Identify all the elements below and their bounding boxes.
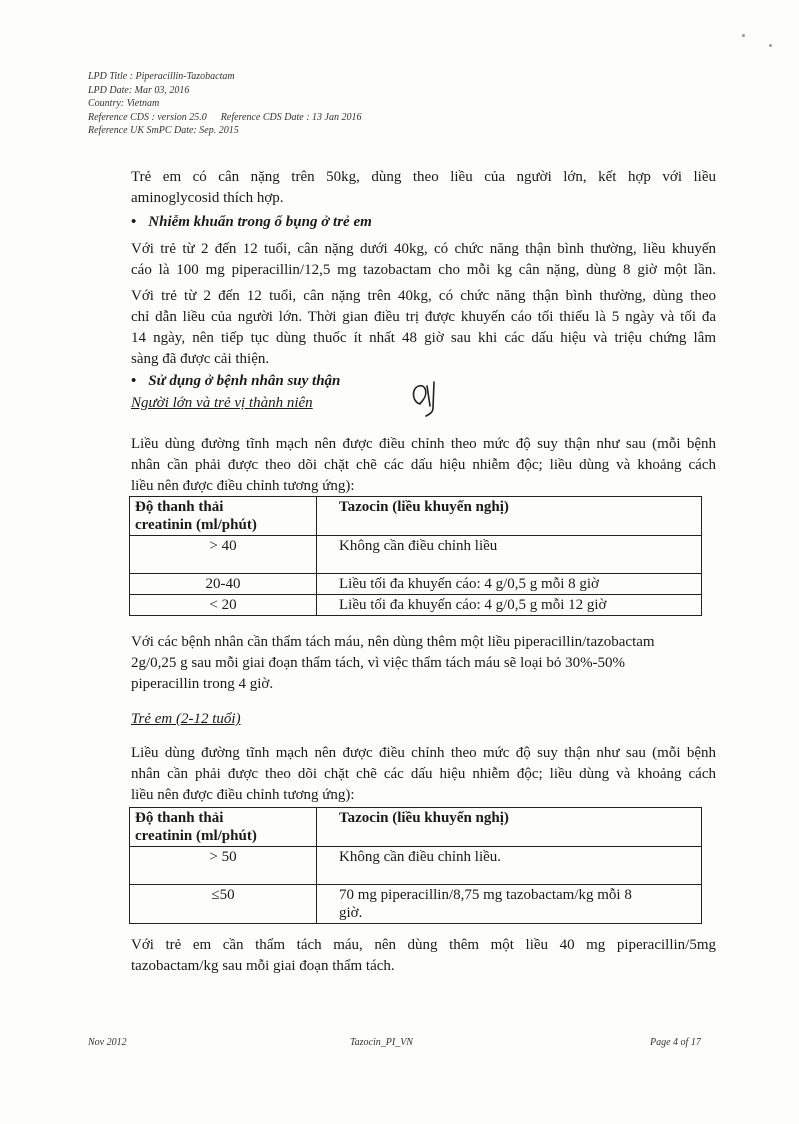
country: Country: Vietnam [88, 98, 160, 109]
paragraph-under-40kg-line1: Với trẻ từ 2 đến 12 tuổi, cân nặng dưới 40kg, có chức năng thận bình thường, liều khuyến [131, 241, 716, 257]
paragraph-adult-dialysis-line1: Với các bệnh nhân cần thẩm tách máu, nên dùng thêm một liều piperacillin/tazobactam [131, 634, 655, 650]
paragraph-under-40kg-line2: cáo là 100 mg piperacillin/12,5 mg tazobactam cho mỗi kg cân nặng, dùng 8 giờ một lần. [131, 262, 716, 278]
dose-cell: Liều tối đa khuyến cáo: 4 g/0,5 g mỗi 12 giờ [317, 595, 702, 616]
table-header-row [130, 497, 702, 536]
reference-cds-line [88, 111, 361, 125]
child-renal-dosing-table [129, 807, 702, 924]
paragraph-adult-renal-line2: nhân cần phải được theo dõi chặt chẽ các dấu hiệu nhiễm độc; liều dùng và khoảng cách [131, 457, 716, 473]
crcl-cell: > 50 [130, 847, 317, 885]
paragraph-over-40kg-line1: Với trẻ từ 2 đến 12 tuổi, cân nặng trên 40kg, có chức năng thận bình thường, dùng theo [131, 288, 716, 304]
reference-cds: Reference CDS : version 25.0 [88, 111, 207, 123]
dose-cell: Không cần điều chỉnh liều [317, 536, 702, 574]
bullet-heading-intra-abdominal: • Nhiễm khuẩn trong ổ bụng ở trẻ em [131, 214, 372, 230]
subheading-children-2-12: Trẻ em (2-12 tuổi) [131, 711, 241, 727]
paragraph-adult-dialysis-line2: 2g/0,25 g sau mỗi giai đoạn thẩm tách, vì việc thẩm tách máu sẽ loại bỏ 30%-50% [131, 655, 626, 671]
paragraph-adult-renal-line3: liều nên được điều chỉnh tương ứng): [131, 478, 355, 494]
paragraph-child-renal-line2: nhân cần phải được theo dõi chặt chẽ các dấu hiệu nhiễm độc; liều dùng và khoảng cách [131, 766, 716, 782]
crcl-cell: 20-40 [130, 574, 317, 595]
table-row [130, 574, 702, 595]
reference-cds-date: Reference CDS Date : 13 Jan 2016 [220, 111, 362, 123]
paragraph-child-over-50kg-line2: aminoglycosid thích hợp. [131, 190, 284, 206]
paragraph-adult-dialysis-line3: piperacillin trong 4 giờ. [131, 676, 274, 692]
bullet-icon: • [131, 373, 137, 389]
header-tazocin-dose: Tazocin (liều khuyến nghị) [317, 497, 702, 536]
paragraph-over-40kg-line2: chỉ dẫn liều của người lớn. Thời gian điều trị được khuyến cáo tối thiểu là 5 ngày và tối đa [131, 309, 716, 325]
table-row [130, 536, 702, 574]
crcl-cell: ≤50 [130, 885, 317, 924]
scan-speck [742, 34, 745, 37]
table-header-row [130, 808, 702, 847]
table-row [130, 595, 702, 616]
paragraph-child-dialysis-line2: tazobactam/kg sau mỗi giai đoạn thẩm tách. [131, 958, 395, 974]
dose-cell: 70 mg piperacillin/8,75 mg tazobactam/kg mỗi 8 giờ. [317, 885, 702, 924]
crcl-cell: < 20 [130, 595, 317, 616]
paragraph-over-40kg-line3: 14 ngày, nên tiếp tục dùng thuốc ít nhất 48 giờ sau khi các dấu hiệu và triệu chứng lâm [131, 330, 716, 346]
header-creatinine-clearance: Độ thanh thải creatinin (ml/phút) [130, 497, 317, 536]
handwritten-initials-mark [408, 378, 450, 422]
bullet-heading-renal-impairment: • Sử dụng ở bệnh nhân suy thận [131, 373, 341, 389]
paragraph-child-over-50kg-line1: Trẻ em có cân nặng trên 50kg, dùng theo liều của người lớn, kết hợp với liều [131, 169, 716, 185]
bullet-icon: • [131, 214, 137, 230]
table-row [130, 885, 702, 924]
paragraph-child-dialysis-line1: Với trẻ em cần thẩm tách máu, nên dùng thêm một liều 40 mg piperacillin/5mg [131, 937, 716, 953]
lpd-date: LPD Date: Mar 03, 2016 [88, 84, 190, 96]
crcl-cell: > 40 [130, 536, 317, 574]
footer-page-number: Page 4 of 17 [650, 1037, 701, 1048]
header-tazocin-dose: Tazocin (liều khuyến nghị) [317, 808, 702, 847]
adult-renal-dosing-table [129, 496, 702, 616]
reference-smpc: Reference UK SmPC Date: Sep. 2015 [88, 125, 239, 136]
footer-date: Nov 2012 [88, 1037, 127, 1048]
table-row [130, 847, 702, 885]
header-creatinine-clearance: Độ thanh thải creatinin (ml/phút) [130, 808, 317, 847]
paragraph-over-40kg-line4: sàng đã được cải thiện. [131, 351, 270, 367]
subheading-adults-adolescents: Người lớn và trẻ vị thành niên [131, 395, 313, 411]
document-header [88, 70, 361, 138]
paragraph-child-renal-line1: Liều dùng đường tĩnh mạch nên được điều chỉnh theo mức độ suy thận như sau (mỗi bệnh [131, 745, 716, 761]
lpd-title: LPD Title : Piperacillin-Tazobactam [88, 71, 235, 82]
paragraph-child-renal-line3: liều nên được điều chỉnh tương ứng): [131, 787, 355, 803]
scan-speck [769, 44, 772, 47]
dose-cell: Liều tối đa khuyến cáo: 4 g/0,5 g mỗi 8 giờ [317, 574, 702, 595]
footer-doc-id: Tazocin_PI_VN [350, 1037, 413, 1048]
paragraph-adult-renal-line1: Liều dùng đường tĩnh mạch nên được điều chỉnh theo mức độ suy thận như sau (mỗi bệnh [131, 436, 716, 452]
dose-cell: Không cần điều chỉnh liều. [317, 847, 702, 885]
